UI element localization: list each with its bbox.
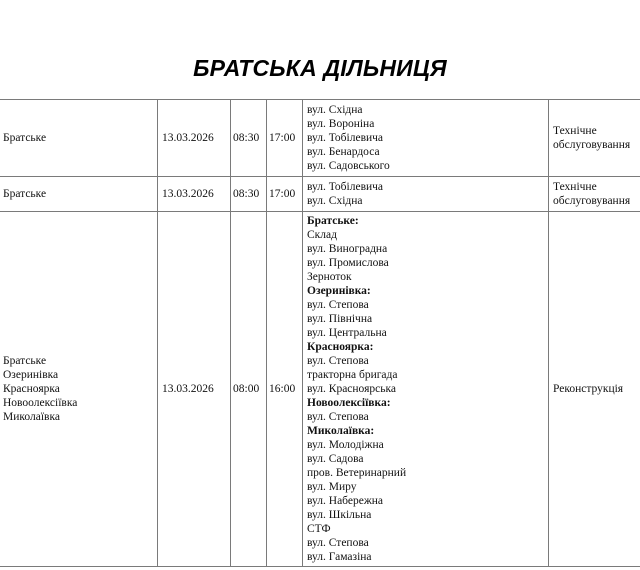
street-name: вул. Східна bbox=[307, 104, 363, 116]
settlement-heading: Братське: bbox=[307, 215, 359, 227]
streets-cell bbox=[303, 177, 549, 212]
settlements-cell bbox=[0, 212, 158, 567]
street-name: вул. Красноярська bbox=[307, 383, 396, 395]
table-row bbox=[0, 212, 640, 567]
street-name: вул. Садова bbox=[307, 453, 364, 465]
settlement-heading: Новоолексіївка: bbox=[307, 397, 391, 409]
settlement-heading: Озеринівка: bbox=[307, 285, 371, 297]
street-name: вул. Молодіжна bbox=[307, 439, 384, 451]
street-name: вул. Шкільна bbox=[307, 509, 372, 521]
street-name: вул. Центральна bbox=[307, 327, 387, 339]
street-name: СТФ bbox=[307, 523, 331, 535]
street-name: вул. Степова bbox=[307, 299, 369, 311]
settlements-cell bbox=[0, 100, 158, 177]
street-name: вул. Промислова bbox=[307, 257, 389, 269]
reason-text: Технічне bbox=[553, 125, 597, 137]
settlement-name: Красноярка bbox=[3, 383, 60, 395]
street-name: Зерноток bbox=[307, 271, 352, 283]
street-name: вул. Виноградна bbox=[307, 243, 388, 255]
start-time-cell: 08:00 bbox=[231, 212, 267, 567]
street-name: вул. Степова bbox=[307, 411, 369, 423]
settlements-cell bbox=[0, 177, 158, 212]
reason-text: обслуговування bbox=[553, 195, 631, 207]
reason-text: Реконструкція bbox=[553, 383, 624, 395]
street-name: вул. Вороніна bbox=[307, 118, 375, 130]
page-title: БРАТСЬКА ДІЛЬНИЦЯ bbox=[193, 55, 447, 81]
settlement-name: Миколаївка bbox=[3, 411, 60, 423]
outage-schedule-table bbox=[0, 99, 640, 567]
settlement-heading: Миколаївка: bbox=[307, 425, 375, 437]
street-name: вул. Миру bbox=[307, 481, 357, 493]
date-cell: 13.03.2026 bbox=[158, 212, 231, 567]
street-name: вул. Набережна bbox=[307, 495, 384, 507]
street-name: пров. Ветеринарний bbox=[307, 467, 407, 479]
street-name: вул. Бенардоса bbox=[307, 146, 380, 158]
street-name: вул. Північна bbox=[307, 313, 373, 325]
settlement-name: Новоолексіївка bbox=[3, 397, 78, 409]
settlement-name: Братське bbox=[3, 355, 47, 367]
settlement-name: Братське bbox=[3, 188, 47, 200]
streets-cell bbox=[303, 100, 549, 177]
start-time-cell: 08:30 bbox=[231, 100, 267, 177]
settlement-heading: Красноярка: bbox=[307, 341, 374, 353]
reason-text: Технічне bbox=[553, 181, 597, 193]
streets-cell bbox=[303, 212, 549, 567]
reason-cell bbox=[549, 100, 640, 177]
street-name: Склад bbox=[307, 229, 337, 241]
start-time-cell: 08:30 bbox=[231, 177, 267, 212]
date-cell: 13.03.2026 bbox=[158, 177, 231, 212]
street-name: вул. Степова bbox=[307, 537, 369, 549]
settlement-name: Озеринівка bbox=[3, 369, 59, 381]
street-name: вул. Тобілевича bbox=[307, 181, 384, 193]
end-time-cell: 16:00 bbox=[267, 212, 303, 567]
street-name: вул. Східна bbox=[307, 195, 363, 207]
reason-cell bbox=[549, 177, 640, 212]
street-name: вул. Степова bbox=[307, 355, 369, 367]
reason-cell bbox=[549, 212, 640, 567]
end-time-cell: 17:00 bbox=[267, 100, 303, 177]
reason-text: обслуговування bbox=[553, 139, 631, 151]
settlement-name: Братське bbox=[3, 132, 47, 144]
date-cell: 13.03.2026 bbox=[158, 100, 231, 177]
street-name: вул. Садовського bbox=[307, 160, 390, 172]
end-time-cell: 17:00 bbox=[267, 177, 303, 212]
street-name: тракторна бригада bbox=[307, 369, 398, 381]
table-row bbox=[0, 100, 640, 177]
table-row bbox=[0, 177, 640, 212]
street-name: вул. Гамазіна bbox=[307, 551, 372, 563]
street-name: вул. Тобілевича bbox=[307, 132, 384, 144]
